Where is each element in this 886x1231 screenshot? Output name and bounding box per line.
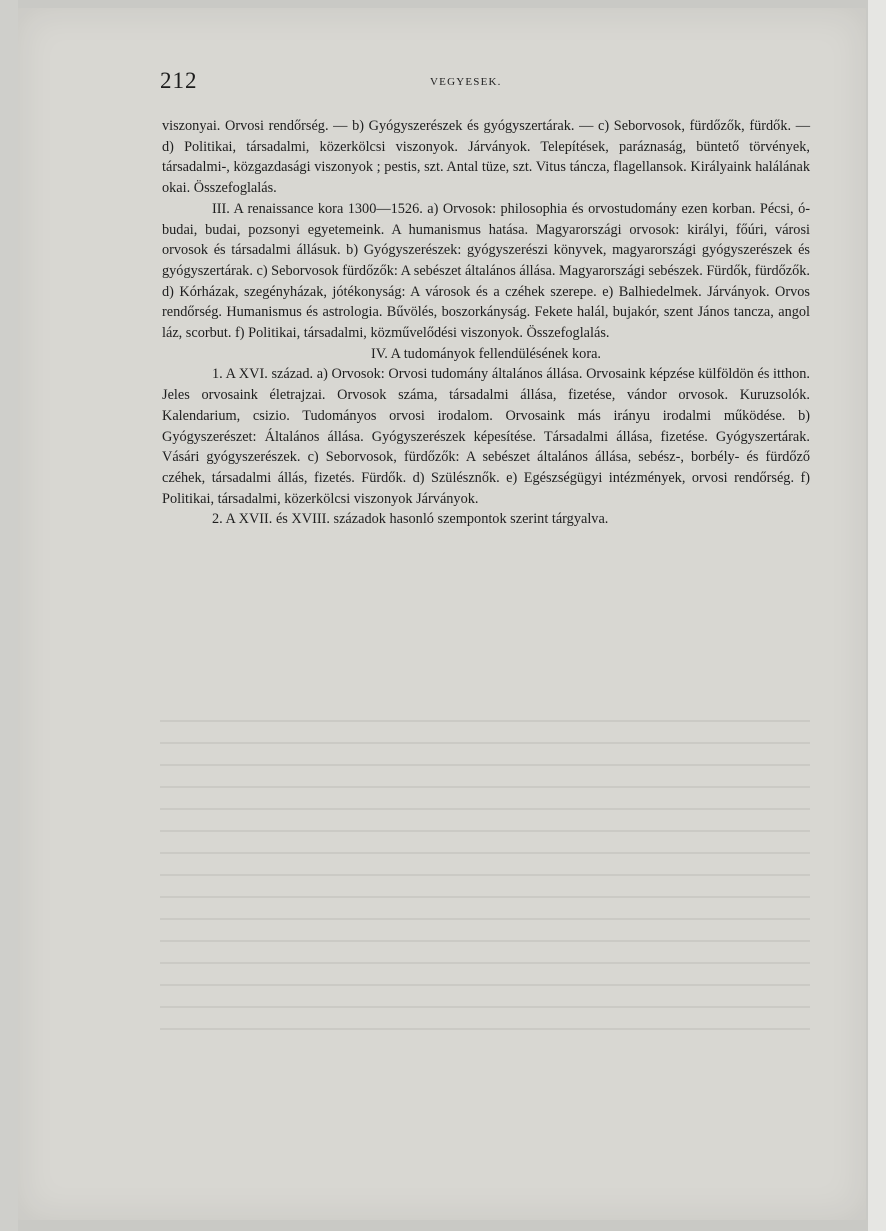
bleed-through-line bbox=[160, 830, 810, 832]
paragraph-renaissance: III. A renaissance kora 1300—1526. a) Orvosok: philosophia és orvostudomány ezen korban. Pécsi, ó-budai, budai, pozsonyi egyetemeink. A humanismus hatása. Magyarországi orvosok: királyi, főúri, városi orvosok és társadalmi állásuk. b) Gyógyszerészek: gyógyszerészi könyvek, magyarországi gyógyszerészek és gyógyszertárak. c) Seborvosok fürdőzők: A sebészet általános állása. Magyarországi sebészek. Fürdők, fürdőzők. d) Kórházak, szegényházak, jótékonyság: A városok és a czéhek szerepe. e) Balhiedelmek. Járványok. Orvos rendőrség. Humanismus és astrologia. Bűvölés, boszorkányság. Fekete halál, bujakór, szent János tancza, angol láz, scorbut. f) Politikai, társadalmi, közművelődési viszonyok. Összefoglalás. bbox=[162, 200, 810, 342]
bleed-through-line bbox=[160, 896, 810, 898]
paragraph-sixteenth-century: 1. A XVI. század. a) Orvosok: Orvosi tudomány általános állása. Orvosaink képzése külföldön és itthon. Jeles orvosaink életrajzai. Orvosok száma, társadalmi állása, fizetése, vándor orvosok. Kuruzsolók. Kalendarium, csizio. Tudományos orvosi irodalom. Orvosaink más irányu irodalmi működése. b) Gyógyszerészet: Általános állása. Gyógyszerészek képesítése. Társadalmi állása, fizetése. Gyógyszertárak. Vásári gyógyszerészek. c) Seborvosok, fürdőzők: A sebészet általános állása, sebész-, borbély- és fürdőző czéhek, társadalmi állás, fizetés. Fürdők. d) Szülésznők. e) Egészségügyi intézmények, orvosi rendőrség. f) Politikai, társadalmi, közerkölcsi viszonyok Járványok. bbox=[162, 366, 810, 507]
bleed-through-line bbox=[160, 1028, 810, 1030]
bleed-through-line bbox=[160, 852, 810, 854]
scan-right-edge bbox=[868, 0, 886, 1231]
section-title: IV. A tudományok fellendülésének kora. bbox=[370, 345, 602, 362]
bleed-through-line bbox=[160, 962, 810, 964]
paragraph-continuation: viszonyai. Orvosi rendőrség. — b) Gyógyszerészek és gyógyszertárak. — c) Seborvosok, fürdőzők, fürdők. — d) Politikai, társadalmi, közerkölcsi viszonyok. Járványok. Telepítések, paráznaság, büntető törvények, társadalmi-, közgazdasági viszonyok ; pestis, szt. Antal tüze, szt. Vitus táncza, flagellansok. Királyaink halálának okai. Összefoglalás. bbox=[162, 118, 810, 197]
bleed-through-line bbox=[160, 742, 810, 744]
bleed-through-line bbox=[160, 940, 810, 942]
bleed-through-line bbox=[160, 786, 810, 788]
bleed-through-line bbox=[160, 808, 810, 810]
running-head: VEGYESEK. bbox=[430, 76, 502, 88]
paragraph-seventeenth-eighteenth: 2. A XVII. és XVIII. századok hasonló szempontok szerint tárgyalva. bbox=[212, 511, 609, 528]
bleed-through-line bbox=[160, 1006, 810, 1008]
bleed-through-line bbox=[160, 984, 810, 986]
page-number: 212 bbox=[160, 68, 198, 93]
bleed-through-line bbox=[160, 918, 810, 920]
page-body bbox=[162, 116, 810, 530]
bleed-through-line bbox=[160, 764, 810, 766]
page-header bbox=[160, 68, 812, 98]
scan-left-edge bbox=[0, 0, 18, 1231]
bleed-through-line bbox=[160, 720, 810, 722]
bleed-through-line bbox=[160, 874, 810, 876]
